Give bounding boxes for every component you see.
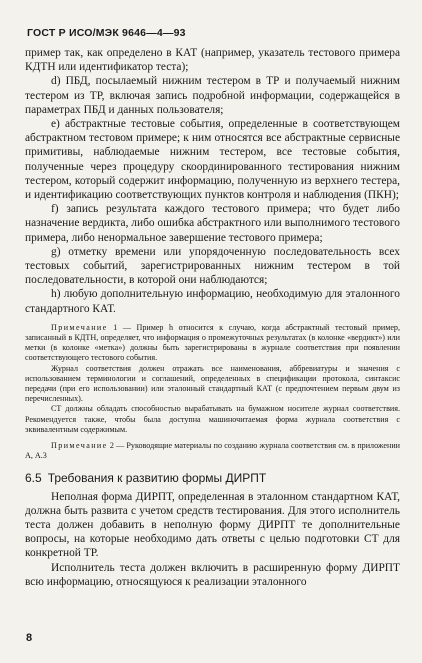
notes-block	[25, 323, 400, 462]
paragraph-item-g: g) отметку времени или упорядоченную последовательность всех тестовых событий, зарегистрированных нижним тестером в той последовательности, в которой они наблюдаются;	[25, 245, 400, 287]
note-1-label: Примечание	[51, 322, 108, 332]
note-2-text: 2 — Руководящие материалы по созданию журнала соответствия см. в приложении А, А.3	[25, 441, 400, 461]
section-number: 6.5	[25, 470, 42, 485]
note-paragraph-log: Журнал соответствия должен отражать все наименования, аббревиатуры и значения с использованием терминологии и соглашений, определенных в спецификации протокола, синтаксис передачи (при его использовании) или эталонный стандартный КАТ (с предпочтением первым двум из перечисленных).	[25, 363, 400, 404]
paragraph-item-d: d) ПБД, посылаемый нижним тестером в ТР и получаемый нижним тестером из ТР, включая запись подробной информации, содержащейся в параметрах ПБД и данных пользователя;	[25, 75, 400, 116]
note-1	[25, 323, 400, 364]
section-heading	[25, 471, 400, 486]
section-paragraph-2: Исполнитель теста должен включить в расширенную форму ДИРПТ всю информацию, относящуюся к реализации эталонного	[25, 561, 400, 588]
page-body	[25, 46, 400, 589]
note-2	[25, 441, 400, 461]
paragraph-item-e: e) абстрактные тестовые события, определенные в соответствующем абстрактном тестовом примере; к ним относятся все абстрактные сервисные примитивы, наблюдаемые нижним тестером, все тестовые события, полученные через процедуру скоординированного тестирования нижним тестером, который содержит информацию, полученную из верхнего тестера, и идентификацию соответствующих пунктов контроля и наблюдения (ПКН);	[25, 118, 400, 202]
note-1-text: 1 — Пример h относится к случаю, когда абстрактный тестовый пример, записанный в КДТН, определяет, что информация о промежуточных результатах (в колонке «вердикт») или метки (в колонке «метка») должны быть зарегистрированы в журнале соответствия при появлении соответствующего тестового события.	[25, 322, 400, 363]
paragraph-item-h: h) любую дополнительную информацию, необходимую для эталонного стандартного КАТ.	[25, 288, 400, 315]
paragraph-c-continuation: пример так, как определено в КАТ (например, указатель тестового примера КДТН или идентификатор теста);	[25, 47, 400, 74]
note-2-label: Примечание	[51, 441, 108, 451]
paragraph-item-f: f) запись результата каждого тестового примера; что будет либо назначение вердикта, либо ошибка абстрактного или выполнимого тестового примера, либо ненормальное завершение тестового примера;	[25, 203, 400, 244]
note-paragraph-paper: СТ должны обладать способностью вырабатывать на бумажном носителе журнал соответствия. Рекомендуется также, чтобы была доступна машиночитаемая форма журнала соответствия с эквивалентным содержимым.	[25, 404, 400, 434]
page-number: 8	[26, 632, 33, 644]
section-title: Требования к развитию формы ДИРПТ	[47, 470, 267, 485]
section-paragraph-1: Неполная форма ДИРПТ, определенная в эталонном стандартном КАТ, должна быть развита с учетом средств тестирования. Для этого исполнитель теста должен добавить в неполную форму ДИРПТ те дополнительные вопросы, на которые необходимо дать ответы с целью подготовки СТ для конкретной ТР.	[25, 490, 400, 560]
page-header: ГОСТ Р ИСО/МЭК 9646—4—93	[27, 27, 186, 39]
